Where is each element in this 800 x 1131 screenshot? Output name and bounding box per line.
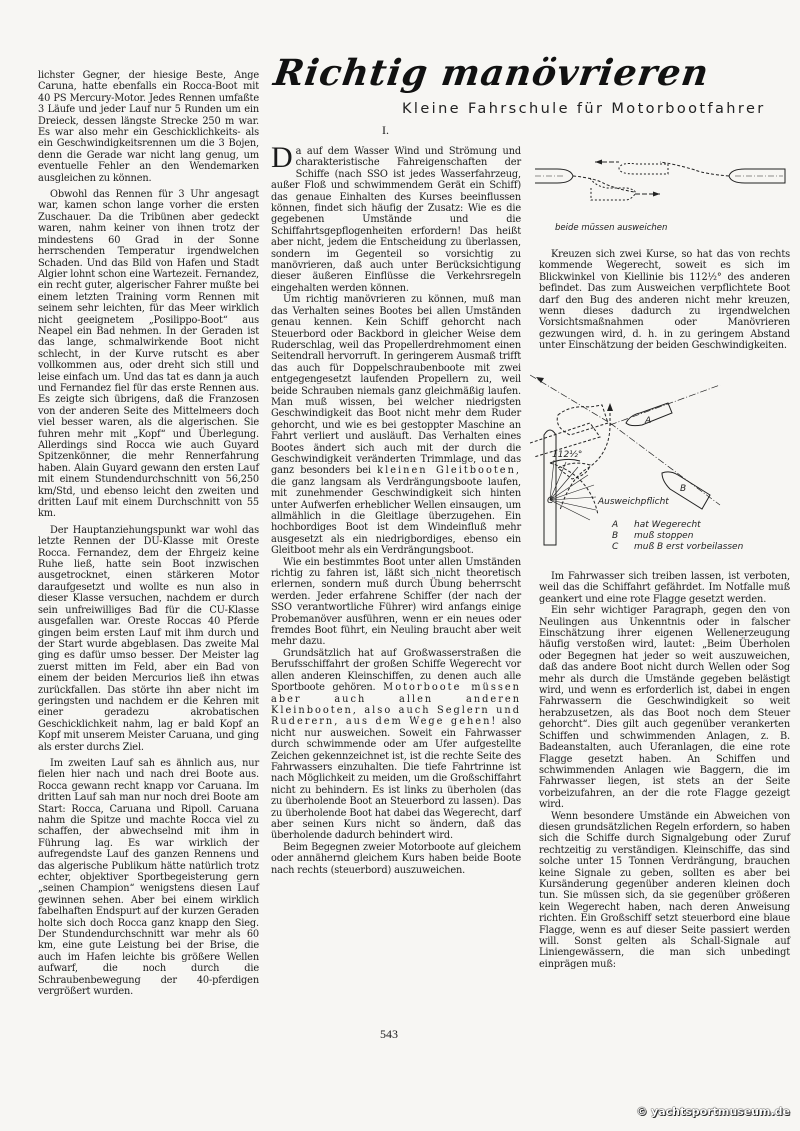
paragraph: lichster Gegner, der hiesige Beste, Ange Caruna, hatte ebenfalls ein Rocca-Boot mit 40 PS Mercury-Motor. Jedes Rennen umfaßte 3 Läufe und jeder Lauf nur 5 Runden um ein Dreieck, dessen längste Strecke 250 m war. Es war also mehr ein Geschicklichkeits- als ein Geschwindigkeitsrennen um die 3 Bojen, denn die Gerade war nicht lang genug, um eventuelle Fehler an den Wendemarken ausgleichen zu können. <box>38 70 259 184</box>
legend-text-a: hat Wegerecht <box>634 520 701 530</box>
figure-meeting-boats <box>535 148 800 218</box>
paragraph-text: Um richtig manövrieren zu können, muß man das Verhalten seines Bootes bei allen Umständen genau kennen. Kein Schiff gehorcht nach Steuerbord oder Backbord in gleicher Weise dem Ruderschlag, weil das Propellerdrehmoment einen Seitendrall hervorruft. In geringerem Ausmaß trifft das auch für Doppelschraubenboote mit zwei entgegengesetzt laufenden Propellern zu, weil beide Schrauben niemals ganz gleichmäßig laufen. Man muß wissen, bei welcher niedrigsten Geschwindigkeit das Boot nicht mehr dem Ruder gehorcht, und wie es bei gestoppter Maschine an Fahrt verliert und ausläuft. Das Verhalten eines Bootes ändert sich auch mit der durch die Geschwindigkeit veränderten Trimmlage, und das ganz besonders bei <box>271 294 521 477</box>
paragraph <box>271 648 521 842</box>
paragraph: Im zweiten Lauf sah es ähnlich aus, nur fielen hier nach und nach drei Boote aus. Rocca gewann recht knapp vor Caruana. Im dritten Lauf sah man nur noch drei Boote am Start: Rocca, Caruana und Ripoll. Caruana nahm die Spitze und machte Rocca viel zu schaffen, der abwechselnd mit ihm in Führung lag. Es war wirklich der aufregendste Lauf des ganzen Rennens und das algerische Publikum hätte natürlich trotz echter, objektiver Sportbegeisterung gern „seinen Champion“ wenigstens diesen Lauf gewinnen sehen. Aber bei einem wirklich fabelhaften Endspurt auf der kurzen Geraden holte sich doch Rocca ganz knapp den Sieg. Der Stundendurchschnitt war mehr als 60 km, eine gute Leistung bei der Brise, die auch im Hafen leichte bis größere Wellen aufwarf, die noch durch die Schraubenbewegung der 40-pferdigen vergrößert wurden. <box>38 757 259 998</box>
legend-key-b: B <box>612 531 619 541</box>
figure-caption: beide müssen ausweichen <box>555 223 668 233</box>
watermark: © yachtsportmuseum.de <box>636 1105 790 1118</box>
paragraph-text: die ganz langsam als Verdrängungsboote laufen, mit zunehmender Geschwindigkeit sich hinten unter Aufwerfen erheblicher Wellen einsaugen, um allmählich in die Gleitlage überzugehen. Ein hochbordiges Boot ist dem Windeinfluß mehr ausgesetzt als ein niedrigbordiges, ebenso ein Gleitboot mehr als ein Verdrängungsboot. <box>271 476 521 557</box>
column-3-top <box>539 249 790 352</box>
legend-key-a: A <box>612 520 619 530</box>
paragraph <box>271 294 521 556</box>
paragraph: Kreuzen sich zwei Kurse, so hat das von rechts kommende Wegerecht, soweit es sich im Blickwinkel von Kiellinie bis 112½° des anderen befindet. Das zum Ausweichen verpflichtete Boot darf den Bug des anderen nicht mehr kreuzen, wenn dieses dadurch zu irgendwelchen Vorsichtsmaßnahmen oder Manövrieren gezwungen wird, d. h. in zu geringem Abstand unter Einschätzung der beiden Geschwindigkeiten. <box>539 249 790 352</box>
boat-label-c: C <box>547 496 554 506</box>
page-number: 543 <box>380 1027 398 1041</box>
paragraph-text: also nicht nur ausweichen. Soweit ein Fahrwasser durch schwimmende oder am Ufer aufgestellte Zeichen gekennzeichnet ist, ist die rechte Seite des Fahrwassers einzuhalten. Die tiefe Fahrtrinne ist nach Möglichkeit zu meiden, um die Großschiffahrt nicht zu behindern. Es ist links zu überholen (das zu überholende Boot an Steuerbord zu lassen). Das zu überholende Boot hat dabei das Wegerecht, darf aber seinen Kurs nicht so ändern, daß das überholende dadurch behindert wird. <box>271 716 521 842</box>
article-title: Richtig manövrieren <box>271 52 712 94</box>
legend-key-c: C <box>612 542 619 552</box>
paragraph-text: a auf dem Wasser Wind und Strömung und charakteristische Fahreigenschaften der Schiffe (nach SSO ist jedes Wasserfahrzeug, außer Floß und schwimmendem Gerät ein Schiff) das genaue Einhalten des Kurses beeinflussen können, findet sich häufig der Zusatz: Wie es die gegebenen Umstände und die Schiffahrtsgepflogenheiten erfordern! Das heißt aber nicht, jedem die Entscheidung zu überlassen, sondern im Gegenteil so vorsichtig zu manövrieren, daß auch unter Berücksichtigung dieser äußeren Einflüsse die Verkehrsregeln eingehalten werden können. <box>271 146 521 294</box>
figure-crossing-courses <box>530 365 800 570</box>
paragraph: Ein sehr wichtiger Paragraph, gegen den von Neulingen aus Unkenntnis oder in falscher Einschätzung ihrer eigenen Wellenerzeugung häufig verstoßen wird, lautet: „Beim Überholen oder Begegnen hat jeder so weit auszuweichen, daß das andere Boot nicht durch Wellen oder Sog mehr als durch die Umstände gegeben belästigt wird, und wenn es erforderlich ist, dabei in engen Fahrwassern die Geschwindigkeit so weit herabzusetzen, als das Boot noch dem Steuer gehorcht“. Dies gilt auch gegenüber verankerten Schiffen und schwimmenden Anlagen, z. B. Badeanstalten, auch Uferanlagen, die eine rote Flagge gesetzt haben. An Schiffen und schwimmenden Anlagen wie Baggern, die im Fahrwasser liegen, ist stets an der Seite vorbeizufahren, an der die rote Flagge gezeigt wird. <box>539 605 790 811</box>
drop-cap: D <box>271 141 293 174</box>
paragraph: Wie ein bestimmtes Boot unter allen Umständen richtig zu fahren ist, läßt sich nicht theoretisch erlernen, sondern muß durch Übung beherrscht werden. Jeder erfahrene Schiffer (der nach der SSO verantwortliche Führer) wird anfangs einige Probemanöver ausführen, wenn er ein neues oder fremdes Boot führt, ein Neuling braucht aber weit mehr dazu. <box>271 556 521 648</box>
boat-label-a: A <box>645 416 652 426</box>
paragraph <box>271 141 521 294</box>
column-3-bottom <box>539 571 790 970</box>
article-subtitle: Kleine Fahrschule für Motorbootfahrer <box>402 101 766 117</box>
spaced-emphasis: kleinen Gleitbooten, <box>377 465 521 477</box>
paragraph: Der Hauptanziehungspunkt war wohl das letzte Rennen der DU-Klasse mit Oreste Rocca. Fernandez, dem der Ehrgeiz keine Ruhe ließ, hatte sein Boot inzwischen ausgetrocknet, einen stärkeren Motor daraufgesetzt und wollte es nun also in dieser Klasse versuchen, nachdem er durch sein unfreiwilliges Bad für die CU-Klasse ausgefallen war. Oreste Roccas 40 Pferde gingen beim ersten Lauf mit ihm durch und der Start wurde abgeblasen. Das zweite Mal ging es dafür umso besser. Der Meister lag zuerst mitten im Feld, aber ein Bad von einem der beiden Mercurios ließ ihn etwas zurückfallen. Das störte ihn aber nicht im geringsten und nachdem er die Kehren mit einer geradezu akrobatischen Geschicklichkeit nahm, lag er bald Kopf an Kopf mit unserem Meister Caruana, und ging als erster durchs Ziel. <box>38 524 259 753</box>
column-2 <box>271 141 521 876</box>
paragraph: Im Fahrwasser sich treiben lassen, ist verboten, weil das die Schiffahrt gefährdet. Im Notfalle muß geankert und eine rote Flagge gesetzt werden. <box>539 571 790 605</box>
column-1 <box>38 70 259 1003</box>
boat-label-b: B <box>680 484 687 494</box>
angle-label: 112½° <box>552 450 583 460</box>
paragraph: Obwohl das Rennen für 3 Uhr angesagt war, kamen schon lange vorher die ersten Zuschauer. Da die Tribünen aber gedeckt waren, nahm keiner von ihnen trotz der mindestens 60 Grad in der Sonne herrschenden Temperatur irgendwelchen Schaden. Und das Bild von Hafen und Stadt Algier lohnt schon eine Wartezeit. Fernandez, ein recht guter, algerischer Fahrer mußte bei einem letzten Training vorm Rennen mit seinem sehr leichten, für das Meer wirklich nicht geeignetem „Posilippo-Boot“ aus Neapel ein Bad nehmen. In der Geraden ist das lange, schmalwirkende Boot nicht schlecht, in der Kurve rutscht es aber vollkommen aus, oder dreht sich still und leise einfach um. Und das tat es dann ja auch und Fernandez fiel für das erste Rennen aus. Es zeigte sich übrigens, daß die Franzosen von der anderen Seite des Mittelmeers doch viel besser waren, als die algerischen. Sie fuhren mehr mit „Kopf“ und Überlegung. Allerdings sind Rocca wie auch Guyard Spitzenkönner, die mehr Rennerfahrung haben. Alain Guyard gewann den ersten Lauf mit einem Stundendurchschnitt von 56,250 km/Std, und ebenso leicht den zweiten und dritten Lauf mit einem Durchschnitt von 55 km. <box>38 189 259 520</box>
paragraph: Beim Begegnen zweier Motorboote auf gleichem oder annähernd gleichem Kurs haben beide Boote nach rechts (steuerbord) auszuweichen. <box>271 841 521 876</box>
paragraph-text: Grundsätzlich hat auf Großwasserstraßen die Berufsschiffahrt der großen Schiffe Wegerecht vor allen anderen Kleinschiffen, zu denen auch alle Sportboote gehören. <box>271 647 521 694</box>
part-number: I. <box>382 123 389 137</box>
legend-text-c: muß B erst vorbeilassen <box>634 542 744 552</box>
boat-c <box>544 430 556 545</box>
spaced-emphasis: Motorboote müssen aber auch allen anderen Kleinbooten, also auch Seglern und Ruderern, aus dem Wege gehen! <box>271 682 521 728</box>
paragraph: Wenn besondere Umstände ein Abweichen von diesen grundsätzlichen Regeln erfordern, so haben sich die Schiffe durch Signalgebung oder Zuruf rechtzeitig zu verständigen. Kleinschiffe, das sind solche unter 15 Tonnen Verdrängung, brauchen keine Signale zu geben, sollten es aber bei Kursänderung gegenüber anderen kleinen doch tun. Sie müssen sich, da sie gegenüber größeren kein Wegerecht haben, nach deren Anweisung richten. Ein Großschiff setzt steuerbord eine blaue Flagge, wenn es auf dieser Seite passiert werden will. Sonst gelten als Schall-Signale auf Liniengewässern, die man sich unbedingt einprägen muß: <box>539 810 790 970</box>
legend-text-b: muß stoppen <box>634 531 694 541</box>
zone-label: Ausweichpflicht <box>598 497 669 507</box>
